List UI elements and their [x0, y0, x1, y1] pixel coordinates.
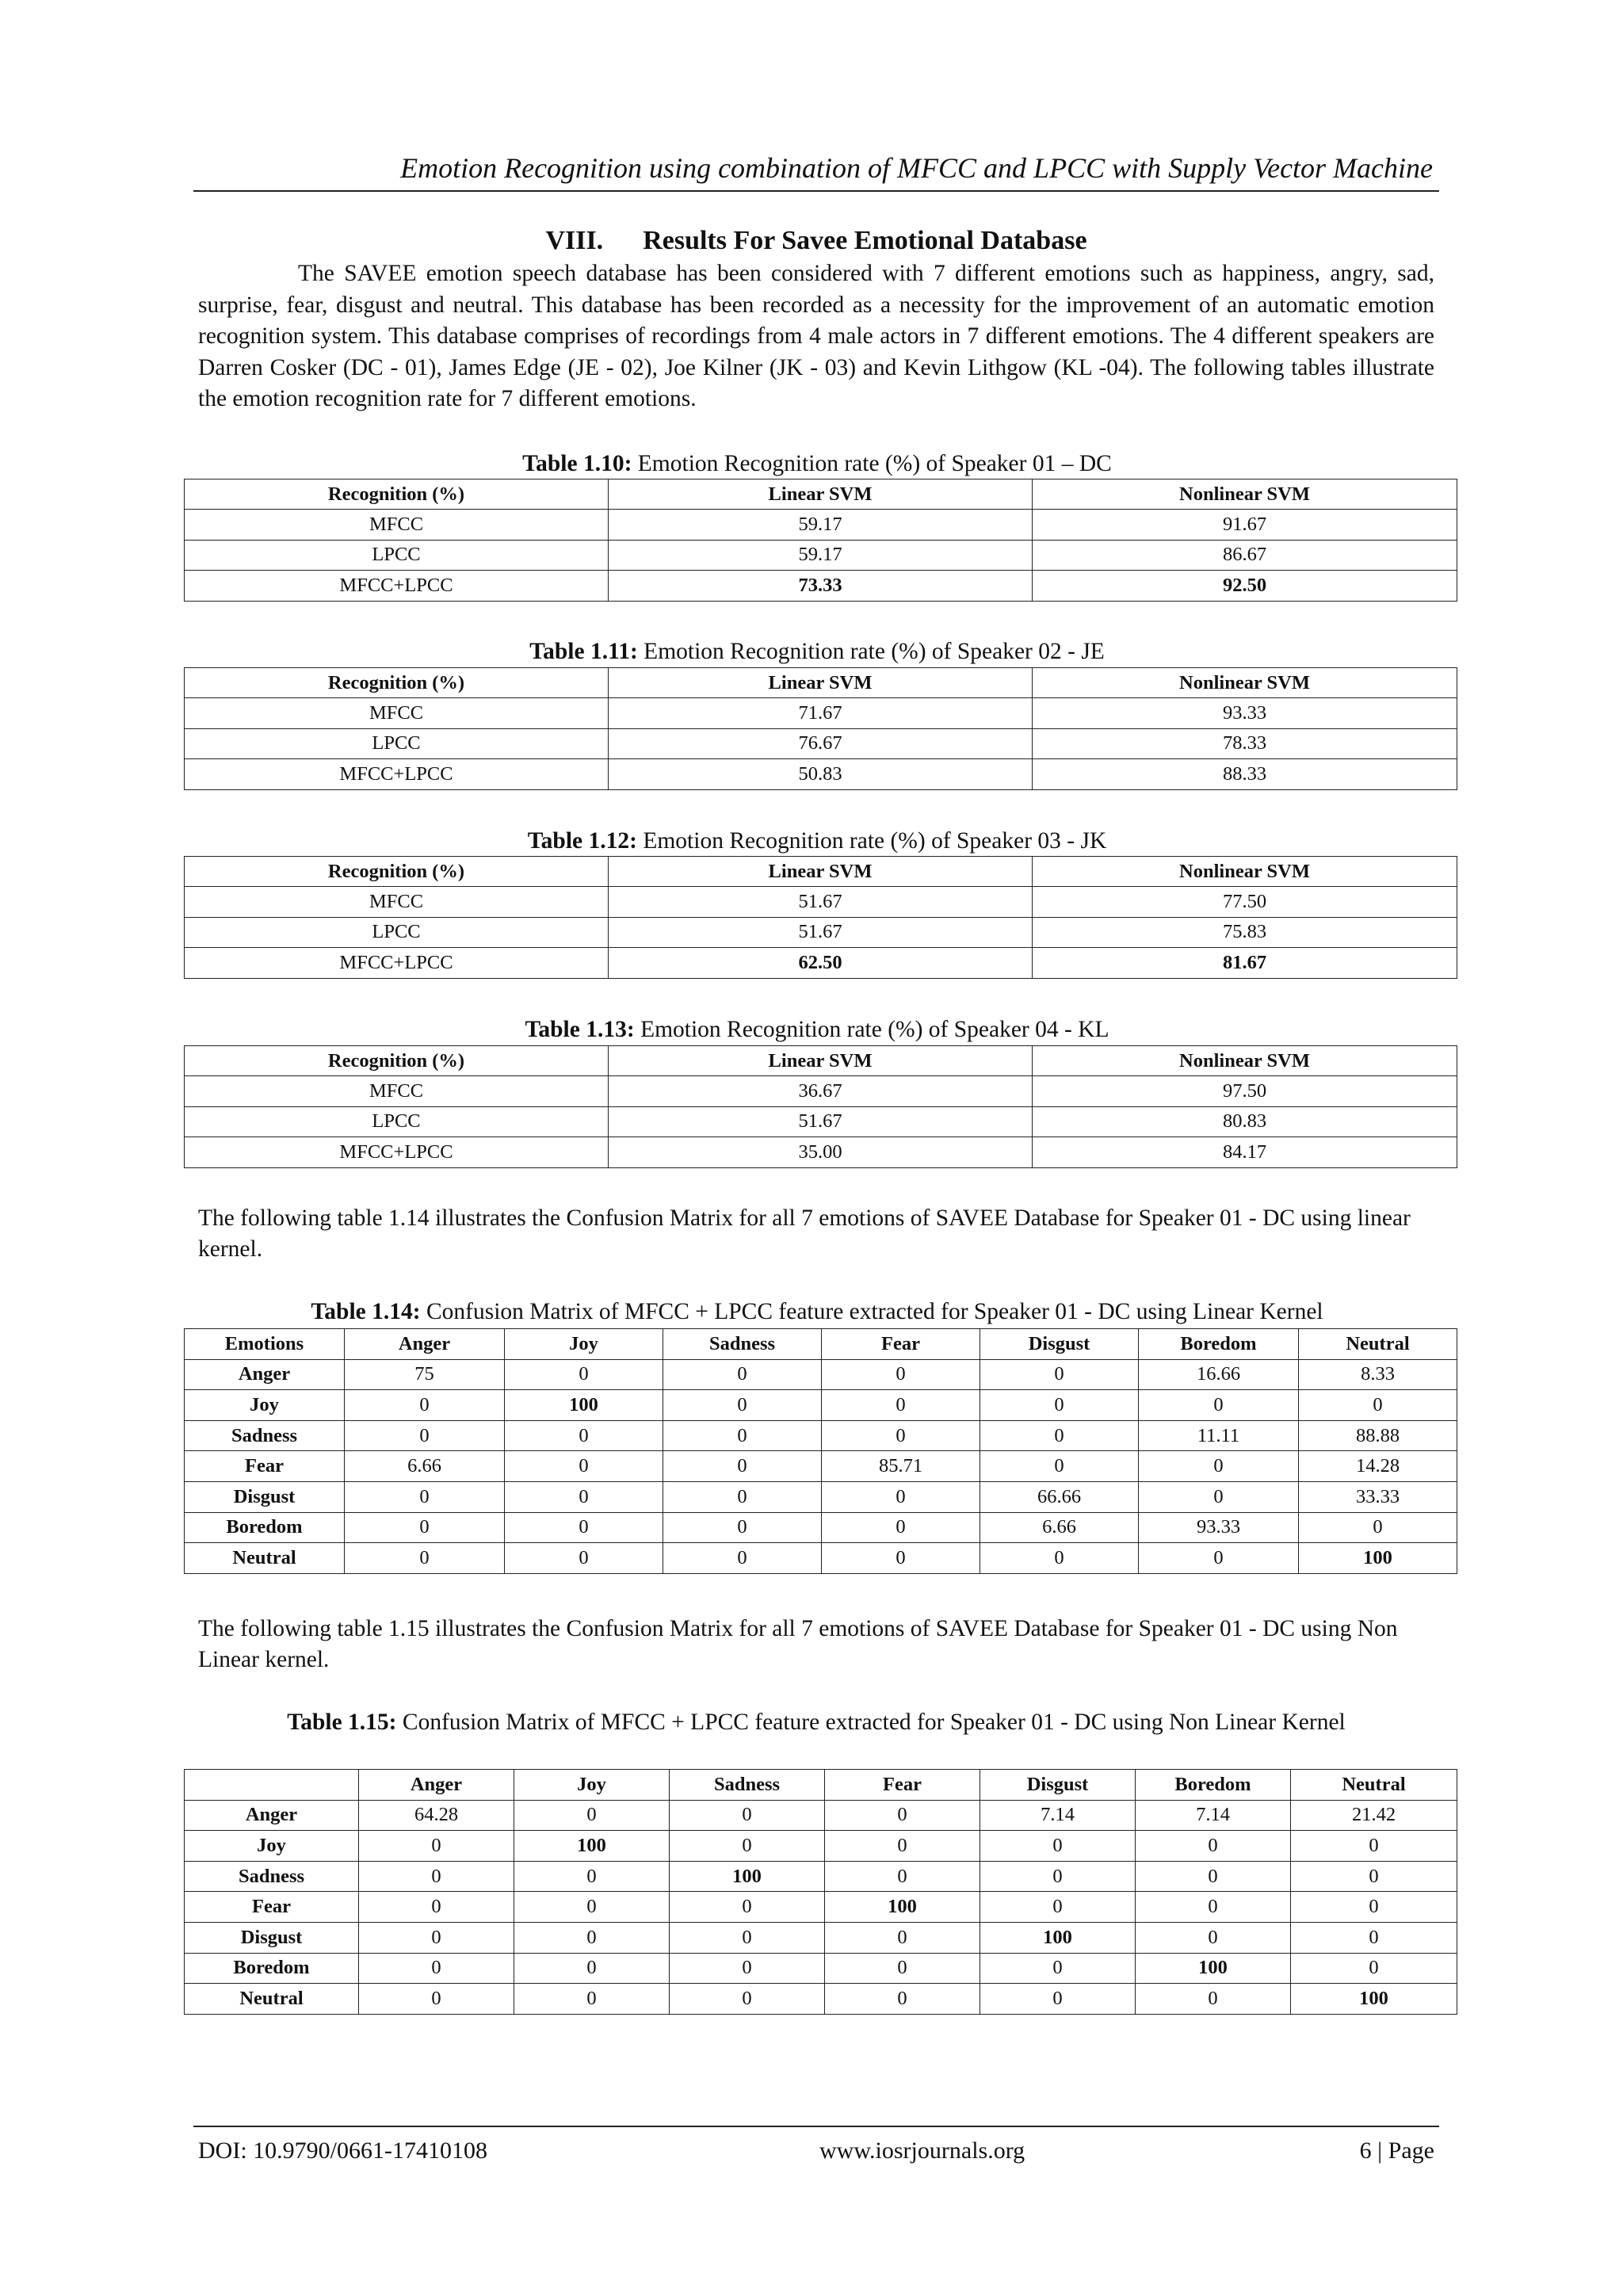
table-cell: 0 [980, 1420, 1139, 1451]
table-cell: 35.00 [609, 1137, 1033, 1167]
table-1-13-caption [179, 1014, 1455, 1045]
table-cell: LPCC [185, 917, 609, 947]
table-cell: 33.33 [1299, 1481, 1457, 1512]
column-header: Disgust [980, 1329, 1139, 1360]
table-cell: 66.66 [980, 1481, 1139, 1512]
table-cell: 50.83 [609, 759, 1033, 789]
table-cell: 64.28 [359, 1800, 514, 1831]
table-cell: 0 [1136, 1831, 1291, 1862]
table-cell: 81.67 [1033, 948, 1457, 978]
table-cell: 0 [1291, 1831, 1457, 1862]
section-title: Results For Savee Emotional Database [643, 226, 1087, 255]
table-cell: 0 [505, 1543, 663, 1574]
table-cell: 0 [1291, 1922, 1457, 1953]
table-cell: 100 [980, 1922, 1136, 1953]
row-header: Disgust [185, 1481, 345, 1512]
table-cell: 0 [980, 1543, 1139, 1574]
table-cell: MFCC+LPCC [185, 948, 609, 978]
table-cell: 59.17 [609, 510, 1033, 540]
table-cell: 0 [980, 1831, 1136, 1862]
page-footer [193, 2126, 1439, 2175]
table-cell: 0 [980, 1953, 1136, 1984]
column-header: Linear SVM [609, 1046, 1033, 1076]
table-cell: 0 [670, 1984, 825, 2015]
table-cell: 51.67 [609, 887, 1033, 917]
table-cell: 0 [1136, 1892, 1291, 1923]
table-cell: 0 [1291, 1953, 1457, 1984]
table-cell: 0 [825, 1861, 980, 1892]
table-cell: 97.50 [1033, 1076, 1457, 1106]
table-cell: 0 [663, 1481, 822, 1512]
table-cell: 0 [514, 1892, 670, 1923]
table-cell: 0 [822, 1359, 980, 1390]
table-cell: 78.33 [1033, 728, 1457, 758]
table-cell: 0 [505, 1451, 663, 1482]
table-cell: 51.67 [609, 917, 1033, 947]
table-header-row [185, 1329, 1457, 1360]
table-cell: 93.33 [1139, 1512, 1299, 1543]
table-cell: 0 [980, 1984, 1136, 2015]
table-1-14-caption [179, 1297, 1455, 1327]
table-cell: 100 [825, 1892, 980, 1923]
table-cell: 0 [345, 1543, 505, 1574]
corner-header [185, 1770, 359, 1801]
table-row [185, 1106, 1457, 1137]
paragraph-table-1-15: The following table 1.15 illustrates the Confusion Matrix for all 7 emotions of SAVEE Database for Speaker 01 - DC using Non Linear kernel. [198, 1616, 1398, 1672]
footer-doi: DOI: 10.9790/0661-17410108 [198, 2137, 487, 2164]
table-row [185, 698, 1457, 728]
table-1-10 [184, 479, 1457, 602]
table-cell: MFCC [185, 1076, 609, 1106]
column-header: Joy [505, 1329, 663, 1360]
table-row [185, 1984, 1457, 2015]
table-caption-text: Confusion Matrix of MFCC + LPCC feature extracted for Speaker 01 - DC using Non Linear Kernel [402, 1710, 1346, 1735]
table-cell: 0 [825, 1984, 980, 2015]
table-cell: 0 [1139, 1451, 1299, 1482]
table-cell: 0 [980, 1390, 1139, 1421]
table-cell: 73.33 [609, 571, 1033, 601]
table-label: Table 1.11: [529, 639, 638, 664]
table-cell: 0 [670, 1831, 825, 1862]
table-header-row [185, 857, 1457, 887]
section-number: VIII. [545, 226, 604, 255]
table-cell: 100 [505, 1390, 663, 1421]
column-header: Linear SVM [609, 479, 1033, 510]
intro-paragraph: The SAVEE emotion speech database has been considered with 7 different emotions such as happiness, angry, sad, surprise, fear, disgust and neutral. This database has been recorded as a necessity for the improvement of an automatic emotion recognition system. This database comprises of recordings from 4 male actors in 7 different emotions. The 4 different speakers are Darren Cosker (DC - 01), James Edge (JE - 02), Joe Kilner (JK - 03) and Kevin Lithgow (KL -04). The following tables illustrate the emotion recognition rate for 7 different emotions. [198, 261, 1434, 411]
column-header: Recognition (%) [185, 479, 609, 510]
table-cell: 76.67 [609, 728, 1033, 758]
table-cell: 11.11 [1139, 1420, 1299, 1451]
table-header-row [185, 1770, 1457, 1801]
column-header: Neutral [1291, 1770, 1457, 1801]
table-cell: 0 [670, 1892, 825, 1923]
table-row [185, 1922, 1457, 1953]
table-row [185, 1390, 1457, 1421]
table-cell: 0 [670, 1922, 825, 1953]
table-cell: 0 [1291, 1861, 1457, 1892]
table-row [185, 510, 1457, 540]
column-header: Linear SVM [609, 857, 1033, 887]
table-row [185, 1076, 1457, 1106]
table-cell: 75 [345, 1359, 505, 1390]
table-cell: 0 [825, 1953, 980, 1984]
table-row [185, 728, 1457, 758]
table-cell: 0 [822, 1420, 980, 1451]
column-header: Fear [822, 1329, 980, 1360]
table-cell: 0 [663, 1451, 822, 1482]
table-cell: 75.83 [1033, 917, 1457, 947]
table-cell: 100 [670, 1861, 825, 1892]
table-cell: 0 [505, 1359, 663, 1390]
table-cell: 0 [663, 1512, 822, 1543]
table-cell: 0 [345, 1512, 505, 1543]
table-1-12-caption [179, 826, 1455, 856]
table-cell: 0 [663, 1543, 822, 1574]
table-1-14 [184, 1328, 1457, 1574]
table-cell: MFCC [185, 887, 609, 917]
table-cell: 62.50 [609, 948, 1033, 978]
table-cell: 0 [1299, 1390, 1457, 1421]
table-1-12 [184, 856, 1457, 979]
section-heading [193, 223, 1439, 258]
table-cell: 0 [359, 1892, 514, 1923]
table-caption-text: Emotion Recognition rate (%) of Speaker 01 – DC [637, 451, 1112, 476]
table-row [185, 1892, 1457, 1923]
table-cell: 71.67 [609, 698, 1033, 728]
table-cell: 0 [505, 1512, 663, 1543]
table-row [185, 759, 1457, 789]
table-cell: 0 [822, 1543, 980, 1574]
row-header: Fear [185, 1892, 359, 1923]
table-row [185, 948, 1457, 978]
table-cell: 84.17 [1033, 1137, 1457, 1167]
table-cell: MFCC+LPCC [185, 759, 609, 789]
table-cell: 6.66 [980, 1512, 1139, 1543]
running-header [193, 151, 1439, 192]
table-cell: MFCC+LPCC [185, 571, 609, 601]
table-cell: 0 [514, 1861, 670, 1892]
row-header: Neutral [185, 1543, 345, 1574]
table-cell: 100 [514, 1831, 670, 1862]
table-cell: 100 [1299, 1543, 1457, 1574]
column-header: Boredom [1136, 1770, 1291, 1801]
row-header: Boredom [185, 1512, 345, 1543]
table-cell: 0 [359, 1922, 514, 1953]
table-1-11-caption [179, 636, 1455, 667]
footer-page-number: 6 | Page [1359, 2137, 1434, 2164]
column-header: Neutral [1299, 1329, 1457, 1360]
table-cell: 0 [980, 1892, 1136, 1923]
table-cell: 0 [1136, 1861, 1291, 1892]
column-header: Recognition (%) [185, 857, 609, 887]
table-row [185, 917, 1457, 947]
column-header: Recognition (%) [185, 1046, 609, 1076]
table-row [185, 1481, 1457, 1512]
table-cell: MFCC+LPCC [185, 1137, 609, 1167]
table-cell: 100 [1291, 1984, 1457, 2015]
table-row [185, 1137, 1457, 1167]
table-1-15-caption [227, 1707, 1406, 1738]
table-cell: 0 [1291, 1892, 1457, 1923]
table-cell: 0 [1136, 1922, 1291, 1953]
table-row [185, 1861, 1457, 1892]
table-label: Table 1.14: [311, 1299, 421, 1324]
header-title: Emotion Recognition using combination of MFCC and LPCC with Supply Vector Machine [400, 152, 1433, 184]
table-cell: LPCC [185, 1106, 609, 1137]
table-cell: 92.50 [1033, 571, 1457, 601]
table-cell: 77.50 [1033, 887, 1457, 917]
table-cell: 0 [514, 1922, 670, 1953]
table-cell: 0 [1139, 1390, 1299, 1421]
table-cell: LPCC [185, 728, 609, 758]
row-header: Fear [185, 1451, 345, 1482]
table-cell: 0 [514, 1800, 670, 1831]
row-header: Anger [185, 1800, 359, 1831]
table-cell: 85.71 [822, 1451, 980, 1482]
table-cell: 0 [1139, 1481, 1299, 1512]
table-cell: 0 [670, 1953, 825, 1984]
table-cell: 0 [359, 1831, 514, 1862]
row-header: Boredom [185, 1953, 359, 1984]
table-1-10-caption [179, 449, 1455, 479]
table-caption-text: Emotion Recognition rate (%) of Speaker 03 - JK [643, 828, 1107, 854]
table-label: Table 1.10: [522, 451, 632, 476]
table-row [185, 1420, 1457, 1451]
table-1-15 [184, 1769, 1457, 2015]
table-cell: 0 [825, 1800, 980, 1831]
row-header: Joy [185, 1831, 359, 1862]
table-row [185, 887, 1457, 917]
table-cell: 0 [345, 1420, 505, 1451]
column-header: Fear [825, 1770, 980, 1801]
table-cell: 0 [670, 1800, 825, 1831]
table-cell: MFCC [185, 510, 609, 540]
table-cell: LPCC [185, 540, 609, 570]
table-cell: 0 [359, 1861, 514, 1892]
table-cell: 0 [1299, 1512, 1457, 1543]
table-cell: 0 [980, 1359, 1139, 1390]
table-cell: 0 [514, 1953, 670, 1984]
table-row [185, 540, 1457, 570]
table-header-row [185, 1046, 1457, 1076]
column-header: Nonlinear SVM [1033, 479, 1457, 510]
row-header: Sadness [185, 1861, 359, 1892]
corner-header: Emotions [185, 1329, 345, 1360]
table-cell: 0 [514, 1984, 670, 2015]
table-row [185, 1953, 1457, 1984]
table-1-11 [184, 667, 1457, 790]
table-cell: 6.66 [345, 1451, 505, 1482]
table-row [185, 1543, 1457, 1574]
table-caption-text: Emotion Recognition rate (%) of Speaker 02 - JE [643, 639, 1105, 664]
row-header: Neutral [185, 1984, 359, 2015]
table-cell: 14.28 [1299, 1451, 1457, 1482]
table-1-13 [184, 1045, 1457, 1168]
table-cell: 0 [359, 1953, 514, 1984]
table-cell: 0 [359, 1984, 514, 2015]
column-header: Nonlinear SVM [1033, 1046, 1457, 1076]
column-header: Nonlinear SVM [1033, 668, 1457, 698]
row-header: Anger [185, 1359, 345, 1390]
table-row [185, 1831, 1457, 1862]
table-cell: 16.66 [1139, 1359, 1299, 1390]
table-cell: 7.14 [980, 1800, 1136, 1831]
table-header-row [185, 479, 1457, 510]
column-header: Nonlinear SVM [1033, 857, 1457, 887]
row-header: Joy [185, 1390, 345, 1421]
paragraph-table-1-14: The following table 1.14 illustrates the Confusion Matrix for all 7 emotions of SAVEE Database for Speaker 01 - DC using linear kernel. [198, 1205, 1411, 1262]
table-cell: 100 [1136, 1953, 1291, 1984]
column-header: Recognition (%) [185, 668, 609, 698]
table-cell: 7.14 [1136, 1800, 1291, 1831]
table-cell: 0 [822, 1390, 980, 1421]
table-label: Table 1.15: [287, 1710, 397, 1735]
table-row [185, 1359, 1457, 1390]
table-row [185, 1800, 1457, 1831]
row-header: Disgust [185, 1922, 359, 1953]
table-row [185, 1512, 1457, 1543]
table-cell: 59.17 [609, 540, 1033, 570]
table-cell: 0 [663, 1359, 822, 1390]
table-caption-text: Confusion Matrix of MFCC + LPCC feature extracted for Speaker 01 - DC using Linear Kernel [426, 1299, 1323, 1324]
table-cell: 0 [1139, 1543, 1299, 1574]
column-header: Boredom [1139, 1329, 1299, 1360]
column-header: Sadness [663, 1329, 822, 1360]
table-cell: 88.33 [1033, 759, 1457, 789]
table-cell: 0 [345, 1481, 505, 1512]
table-cell: 0 [505, 1420, 663, 1451]
table-cell: 21.42 [1291, 1800, 1457, 1831]
column-header: Anger [345, 1329, 505, 1360]
column-header: Linear SVM [609, 668, 1033, 698]
table-row [185, 1451, 1457, 1482]
column-header: Sadness [670, 1770, 825, 1801]
column-header: Anger [359, 1770, 514, 1801]
table-cell: 0 [822, 1481, 980, 1512]
table-row [185, 571, 1457, 601]
table-cell: 8.33 [1299, 1359, 1457, 1390]
column-header: Disgust [980, 1770, 1136, 1801]
table-caption-text: Emotion Recognition rate (%) of Speaker 04 - KL [640, 1017, 1109, 1042]
table-cell: 86.67 [1033, 540, 1457, 570]
column-header: Joy [514, 1770, 670, 1801]
table-cell: 91.67 [1033, 510, 1457, 540]
table-cell: 0 [980, 1861, 1136, 1892]
table-cell: 0 [980, 1451, 1139, 1482]
table-cell: 0 [345, 1390, 505, 1421]
table-cell: MFCC [185, 698, 609, 728]
table-cell: 88.88 [1299, 1420, 1457, 1451]
table-cell: 93.33 [1033, 698, 1457, 728]
table-cell: 0 [825, 1831, 980, 1862]
table-cell: 0 [1136, 1984, 1291, 2015]
table-cell: 51.67 [609, 1106, 1033, 1137]
table-cell: 0 [663, 1420, 822, 1451]
table-cell: 80.83 [1033, 1106, 1457, 1137]
table-cell: 0 [505, 1481, 663, 1512]
table-label: Table 1.13: [525, 1017, 635, 1042]
table-label: Table 1.12: [527, 828, 637, 854]
table-cell: 0 [822, 1512, 980, 1543]
table-cell: 0 [663, 1390, 822, 1421]
footer-url: www.iosrjournals.org [819, 2137, 1025, 2164]
table-cell: 0 [825, 1922, 980, 1953]
table-header-row [185, 668, 1457, 698]
table-cell: 36.67 [609, 1076, 1033, 1106]
row-header: Sadness [185, 1420, 345, 1451]
